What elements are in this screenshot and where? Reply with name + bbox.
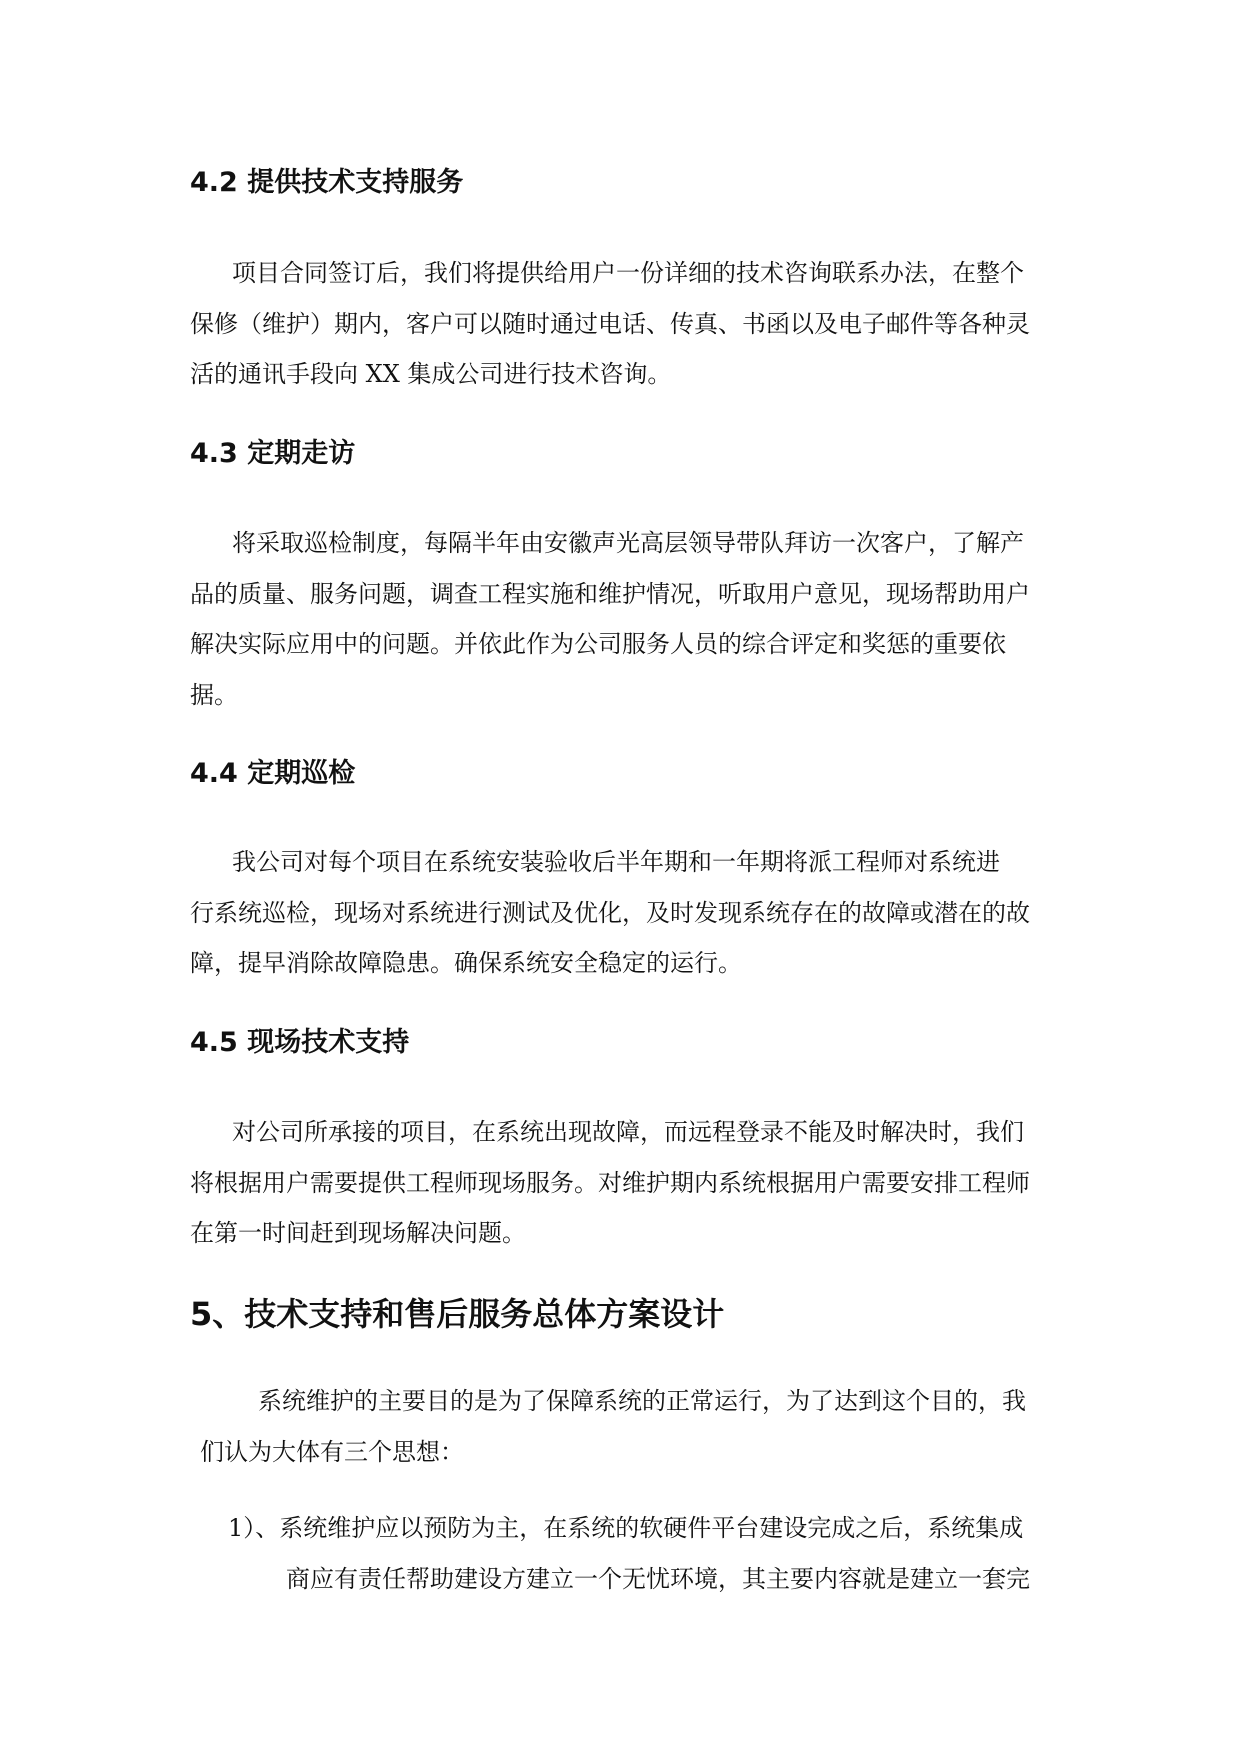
heading-4-2: 4.2 提供技术支持服务	[190, 167, 464, 198]
text-line: 商应有责任帮助建设方建立一个无忧环境，其主要内容就是建立一套完	[286, 1564, 1030, 1593]
text-line: 系统维护的主要目的是为了保障系统的正常运行，为了达到这个目的，我	[258, 1387, 1026, 1415]
text-line: 活的通讯手段向 XX 集成公司进行技术咨询。	[190, 360, 672, 388]
heading-5: 5、技术支持和售后服务总体方案设计	[190, 1295, 725, 1333]
text-line: 在第一时间赶到现场解决问题。	[190, 1219, 526, 1247]
text-line: 1）、系统维护应以预防为主，在系统的软硬件平台建设完成之后，系统集成	[228, 1514, 1024, 1542]
heading-4-5: 4.5 现场技术支持	[190, 1027, 410, 1058]
text-line: 对公司所承接的项目，在系统出现故障，而远程登录不能及时解决时，我们	[232, 1118, 1024, 1146]
paragraph-4-2	[190, 248, 1060, 400]
heading-4-3: 4.3 定期走访	[190, 438, 356, 469]
text-line: 品的质量、服务问题，调查工程实施和维护情况，听取用户意见，现场帮助用户	[190, 579, 1030, 608]
text-line: 解决实际应用中的问题。并依此作为公司服务人员的综合评定和奖惩的重要依	[190, 630, 1006, 658]
paragraph-4-3	[190, 518, 1060, 720]
text-line: 们认为大体有三个思想：	[200, 1437, 464, 1466]
paragraph-5-intro	[200, 1376, 1060, 1477]
text-line: 我公司对每个项目在系统安装验收后半年期和一年期将派工程师对系统进	[232, 848, 1000, 876]
text-line: 据。	[190, 680, 238, 709]
text-line: 项目合同签订后，我们将提供给用户一份详细的技术咨询联系办法，在整个	[232, 259, 1024, 287]
text-line: 行系统巡检，现场对系统进行测试及优化，及时发现系统存在的故障或潜在的故	[190, 898, 1030, 927]
text-line: 保修（维护）期内，客户可以随时通过电话、传真、书函以及电子邮件等各种灵	[190, 309, 1030, 338]
paragraph-4-5	[190, 1107, 1060, 1259]
text-line: 将采取巡检制度，每隔半年由安徽声光高层领导带队拜访一次客户，了解产	[232, 529, 1024, 557]
heading-4-4: 4.4 定期巡检	[190, 758, 356, 789]
text-line: 障，提早消除故障隐患。确保系统安全稳定的运行。	[190, 949, 742, 977]
list-item-1	[228, 1503, 1060, 1604]
paragraph-4-4	[190, 837, 1060, 989]
text-line: 将根据用户需要提供工程师现场服务。对维护期内系统根据用户需要安排工程师	[190, 1168, 1030, 1197]
